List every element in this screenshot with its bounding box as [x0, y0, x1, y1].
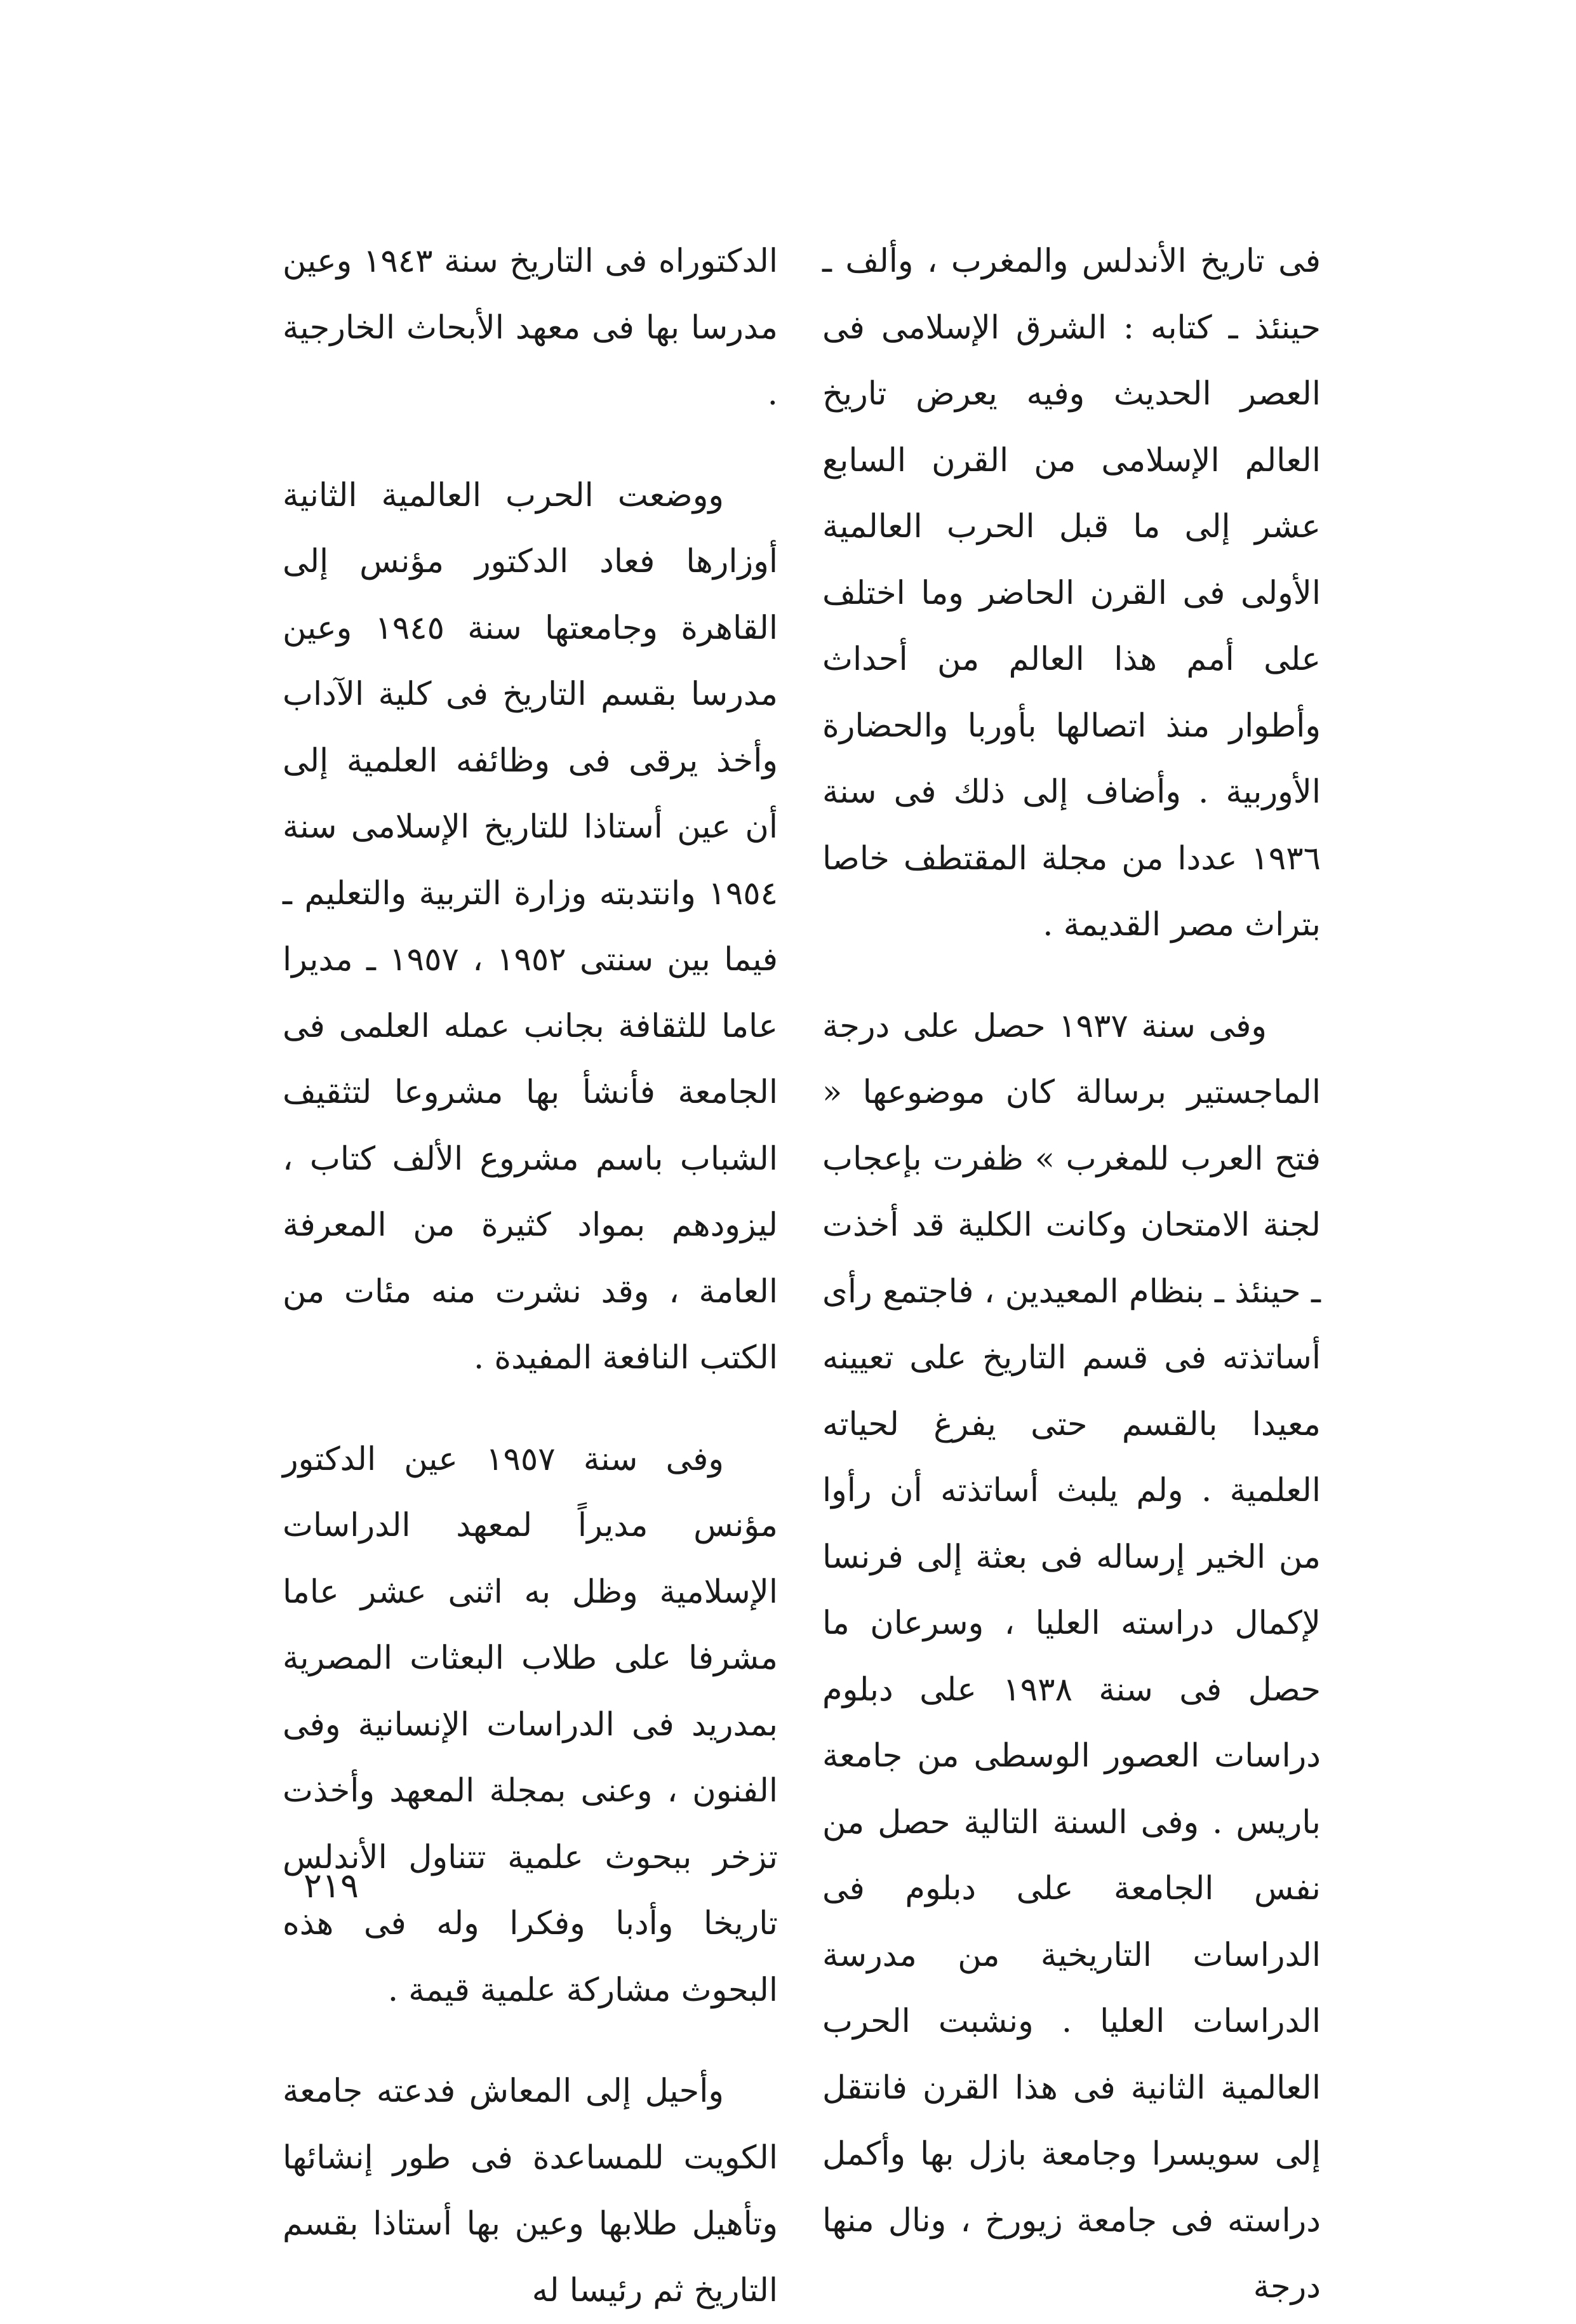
left-column — [283, 229, 778, 2324]
paragraph: الدكتوراه فى التاريخ سنة ١٩٤٣ وعين مدرسا بها فى معهد الأبحاث الخارجية . — [283, 243, 778, 413]
paragraph: فى تاريخ الأندلس والمغرب ، وألف ـ حينئذ ـ كتابه : الشرق الإسلامى فى العصر الحديث وفيه يعرض تاريخ العالم الإسلامى من القرن السابع عشر إلى ما قبل الحرب العالمية الأولى فى القرن الحاضر وما اختلف على أمم هذا العالم من أحداث وأطوار منذ اتصالها بأوربا والحضارة الأوربية . وأضاف إلى ذلك فى سنة ١٩٣٦ عددا من مجلة المقتطف خاصا بتراث مصر القديمة . — [822, 243, 1321, 944]
paragraph: وفى سنة ١٩٣٧ حصل على درجة الماجستير برسالة كان موضوعها « فتح العرب للمغرب » ظفرت بإعجاب لجنة الامتحان وكانت الكلية قد أخذت ـ حينئذ ـ بنظام المعيدين ، فاجتمع رأى أساتذته فى قسم التاريخ على تعيينه معيدا بالقسم حتى يفرغ لحياته العلمية . ولم يلبث أساتذته أن رأوا من الخير إرساله فى بعثة إلى فرنسا لإكمال دراسته العليا ، وسرعان ما حصل فى سنة ١٩٣٨ على دبلوم دراسات العصور الوسطى من جامعة باريس . وفى السنة التالية حصل من نفس الجامعة على دبلوم فى الدراسات التاريخية من مدرسة الدراسات العليا . ونشبت الحرب العالمية الثانية فى هذا القرن فانتقل إلى سويسرا وجامعة بازل بها وأكمل دراسته فى جامعة زيورخ ، ونال منها درجة — [822, 1007, 1321, 2306]
paragraph: ووضعت الحرب العالمية الثانية أوزارها فعاد الدكتور مؤنس إلى القاهرة وجامعتها سنة ١٩٤٥ وعين مدرسا بقسم التاريخ فى كلية الآداب وأخذ يرقى فى وظائفه العلمية إلى أن عين أستاذا للتاريخ الإسلامى سنة ١٩٥٤ وانتدبته وزارة التربية والتعليم ـ فيما بين سنتى ١٩٥٢ ، ١٩٥٧ ـ مديرا عاما للثقافة بجانب عمله العلمى فى الجامعة فأنشأ بها مشروعا لتثقيف الشباب باسم مشروع الألف كتاب ، ليزودهم بمواد كثيرة من المعرفة العامة ، وقد نشرت منه مئات من الكتب النافعة المفيدة . — [283, 476, 778, 1377]
page-number: ٢١٩ — [304, 1866, 359, 1906]
paragraph: وأحيل إلى المعاش فدعته جامعة الكويت للمساعدة فى طور إنشائها وتأهيل طلابها وعين بها أستاذا بقسم التاريخ ثم رئيسا له — [283, 2073, 778, 2309]
paragraph: وفى سنة ١٩٥٧ عين الدكتور مؤنس مديراً لمعهد الدراسات الإسلامية وظل به اثنى عشر عاما مشرفا على طلاب البعثات المصرية بمدريد فى الدراسات الإنسانية وفى الفنون ، وعنى بمجلة المعهد وأخذت تزخر ببحوث علمية تتناول الأندلس تاريخا وأدبا وفكرا وله فى هذه البحوث مشاركة علمية قيمة . — [283, 1440, 778, 2009]
right-column — [822, 229, 1321, 2321]
